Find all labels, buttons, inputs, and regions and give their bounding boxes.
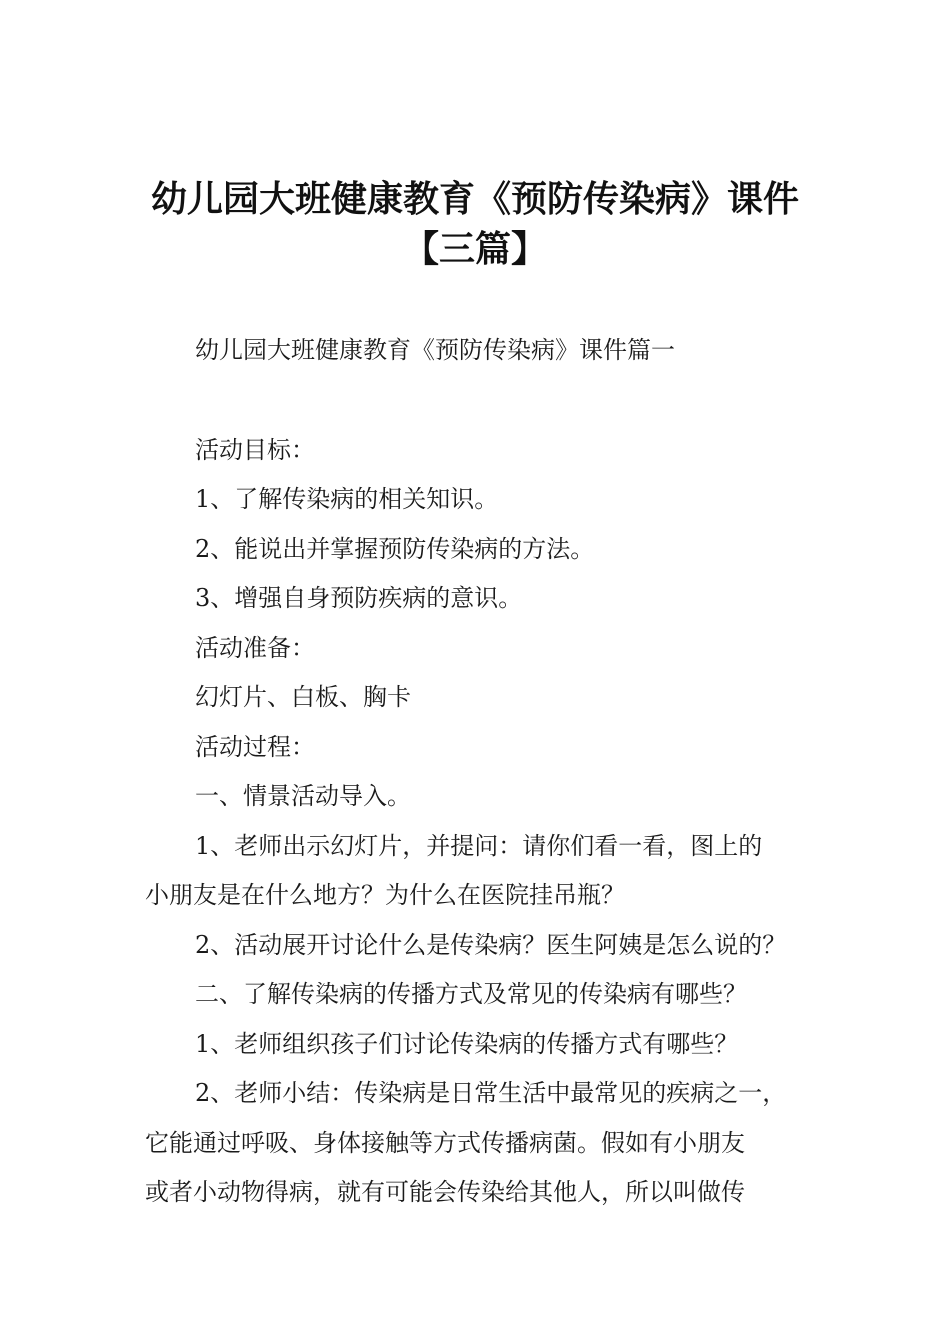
paragraph-line: 小朋友是在什么地方？为什么在医院挂吊瓶？ bbox=[145, 881, 625, 909]
paragraph-line: 二、了解传染病的传播方式及常见的传染病有哪些？ bbox=[195, 980, 747, 1008]
paragraph-line: 活动目标： bbox=[195, 436, 315, 464]
paragraph-line: 或者小动物得病，就有可能会传染给其他人，所以叫做传 bbox=[145, 1178, 745, 1206]
paragraph-line: 2、活动展开讨论什么是传染病？医生阿姨是怎么说的？ bbox=[195, 931, 787, 959]
document-title-line-1: 幼儿园大班健康教育《预防传染病》课件 bbox=[150, 179, 799, 220]
paragraph-line: 1、了解传染病的相关知识。 bbox=[195, 485, 499, 513]
paragraph-line: 它能通过呼吸、身体接触等方式传播病菌。假如有小朋友 bbox=[145, 1129, 745, 1157]
paragraph-line: 活动过程： bbox=[195, 733, 315, 761]
paragraph-line: 2、老师小结：传染病是日常生活中最常见的疾病之一， bbox=[195, 1079, 787, 1107]
paragraph-line: 幻灯片、白板、胸卡 bbox=[195, 683, 411, 711]
paragraph-line: 1、老师出示幻灯片，并提问：请你们看一看，图上的 bbox=[195, 832, 763, 860]
paragraph-line: 3、增强自身预防疾病的意识。 bbox=[195, 584, 523, 612]
document-title-line-2: 【三篇】 bbox=[402, 229, 547, 270]
paragraph-line: 一、情景活动导入。 bbox=[195, 782, 411, 810]
section-heading: 幼儿园大班健康教育《预防传染病》课件篇一 bbox=[195, 336, 675, 364]
paragraph-line: 活动准备： bbox=[195, 634, 315, 662]
paragraph-line: 1、老师组织孩子们讨论传染病的传播方式有哪些？ bbox=[195, 1030, 739, 1058]
paragraph-line: 2、能说出并掌握预防传染病的方法。 bbox=[195, 535, 595, 563]
